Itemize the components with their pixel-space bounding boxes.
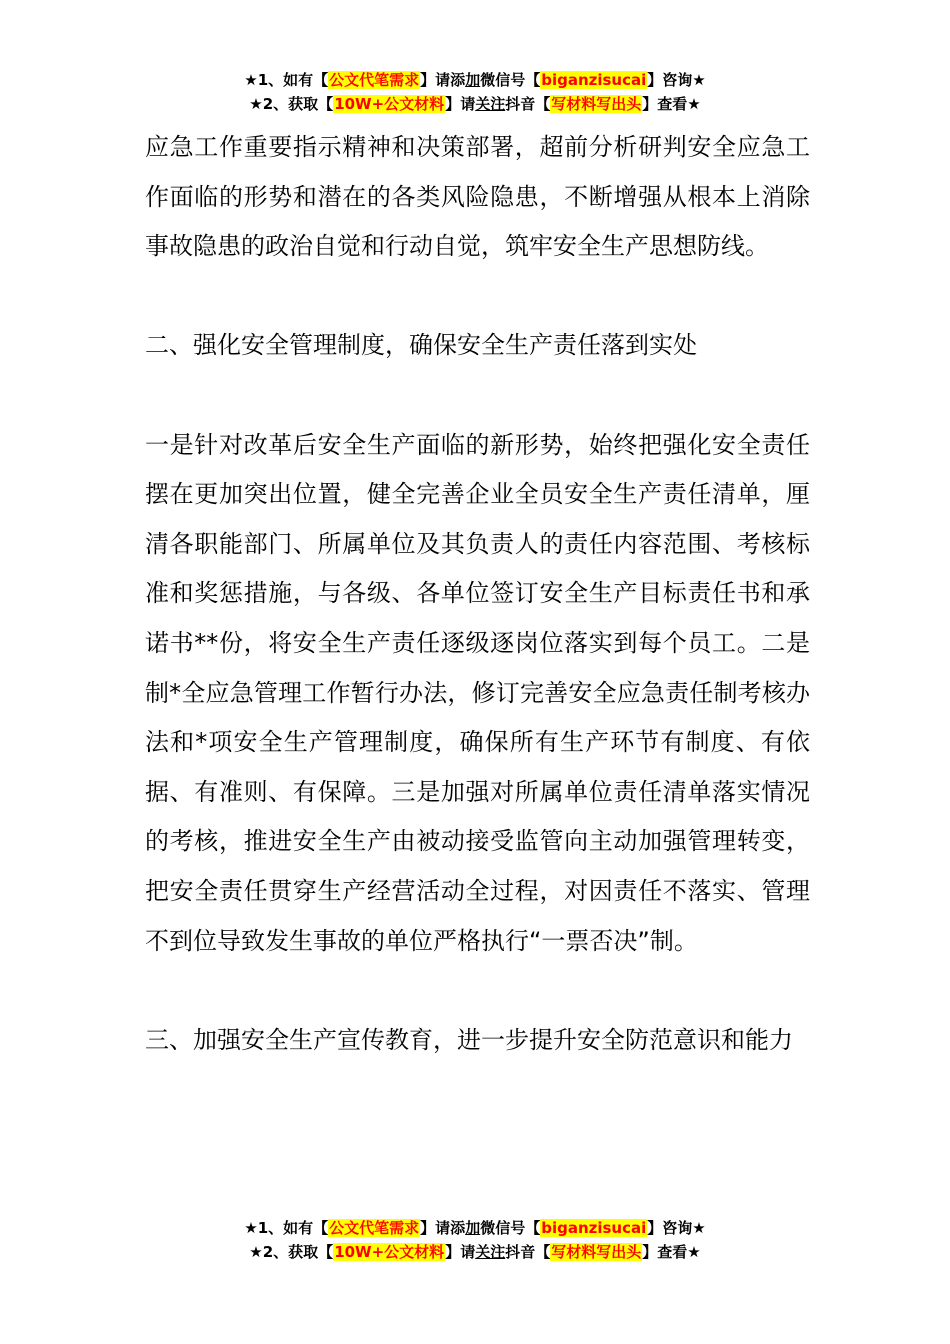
section-heading: 二、强化安全管理制度，确保安全生产责任落到实处 [145,331,697,360]
paragraph: 应急工作重要指示精神和决策部署，超前分析研判安全应急工作面临的形势和潜在的各类风险隐患，不断增强从根本上消除事故隐患的政治自觉和行动自觉，筑牢安全生产思想防线。 [145,133,810,261]
paragraph-gap [145,272,810,322]
banner-text: 】查看★ [642,1243,701,1261]
banner-highlight: biganzisucai [541,1219,647,1237]
document-body [145,123,810,1065]
footer-banner [0,1216,950,1264]
banner-line-1 [0,1216,950,1240]
banner-text: ★1、如有【 [244,71,329,89]
banner-underline-text: 加 [465,71,481,89]
banner-text: ★1、如有【 [244,1219,329,1237]
banner-highlight: 10W+公文材料 [334,95,445,113]
banner-text: 抖音【 [505,1243,551,1261]
banner-text: 】请添 [420,1219,466,1237]
banner-text: 】请 [445,1243,476,1261]
banner-text: 】请 [445,95,476,113]
banner-line-2 [0,1240,950,1264]
banner-highlight: 10W+公文材料 [334,1243,445,1261]
banner-text: ★2、获取【 [249,1243,334,1261]
banner-highlight: biganzisucai [541,71,647,89]
banner-underline-text: 关注 [475,1243,506,1261]
banner-text: 抖音【 [505,95,551,113]
header-banner [0,68,950,116]
banner-text: 】咨询★ [647,1219,706,1237]
paragraph-gap [145,371,810,421]
banner-text: 】请添 [420,71,466,89]
banner-text: 】查看★ [642,95,701,113]
paragraph: 一是针对改革后安全生产面临的新形势，始终把强化安全责任摆在更加突出位置，健全完善企业全员安全生产责任清单，厘清各职能部门、所属单位及其负责人的责任内容范围、考核标准和奖惩措施，与各级、各单位签订安全生产目标责任书和承诺书**份，将安全生产责任逐级逐岗位落实到每个员工。二是制*全应急管理工作暂行办法，修订完善安全应急责任制考核办法和*项安全生产管理制度，确保所有生产环节有制度、有依据、有准则、有保障。三是加强对所属单位责任清单落实情况的考核，推进安全生产由被动接受监管向主动加强管理转变，把安全责任贯穿生产经营活动全过程，对因责任不落实、管理不到位导致发生事故的单位严格执行“一票否决”制。 [145,430,810,955]
section-heading: 三、加强安全生产宣传教育，进一步提升安全防范意识和能力 [145,1025,793,1054]
banner-text: ★2、获取【 [249,95,334,113]
banner-highlight: 公文代笔需求 [329,71,420,89]
banner-line-1 [0,68,950,92]
banner-text: 】咨询★ [647,71,706,89]
paragraph-gap [145,966,810,1016]
banner-highlight: 写材料写出头 [551,1243,642,1261]
banner-text: 微信号【 [480,71,541,89]
banner-line-2 [0,92,950,116]
banner-text: 微信号【 [480,1219,541,1237]
banner-highlight: 公文代笔需求 [329,1219,420,1237]
banner-underline-text: 加 [465,1219,481,1237]
banner-underline-text: 关注 [475,95,506,113]
banner-highlight: 写材料写出头 [551,95,642,113]
